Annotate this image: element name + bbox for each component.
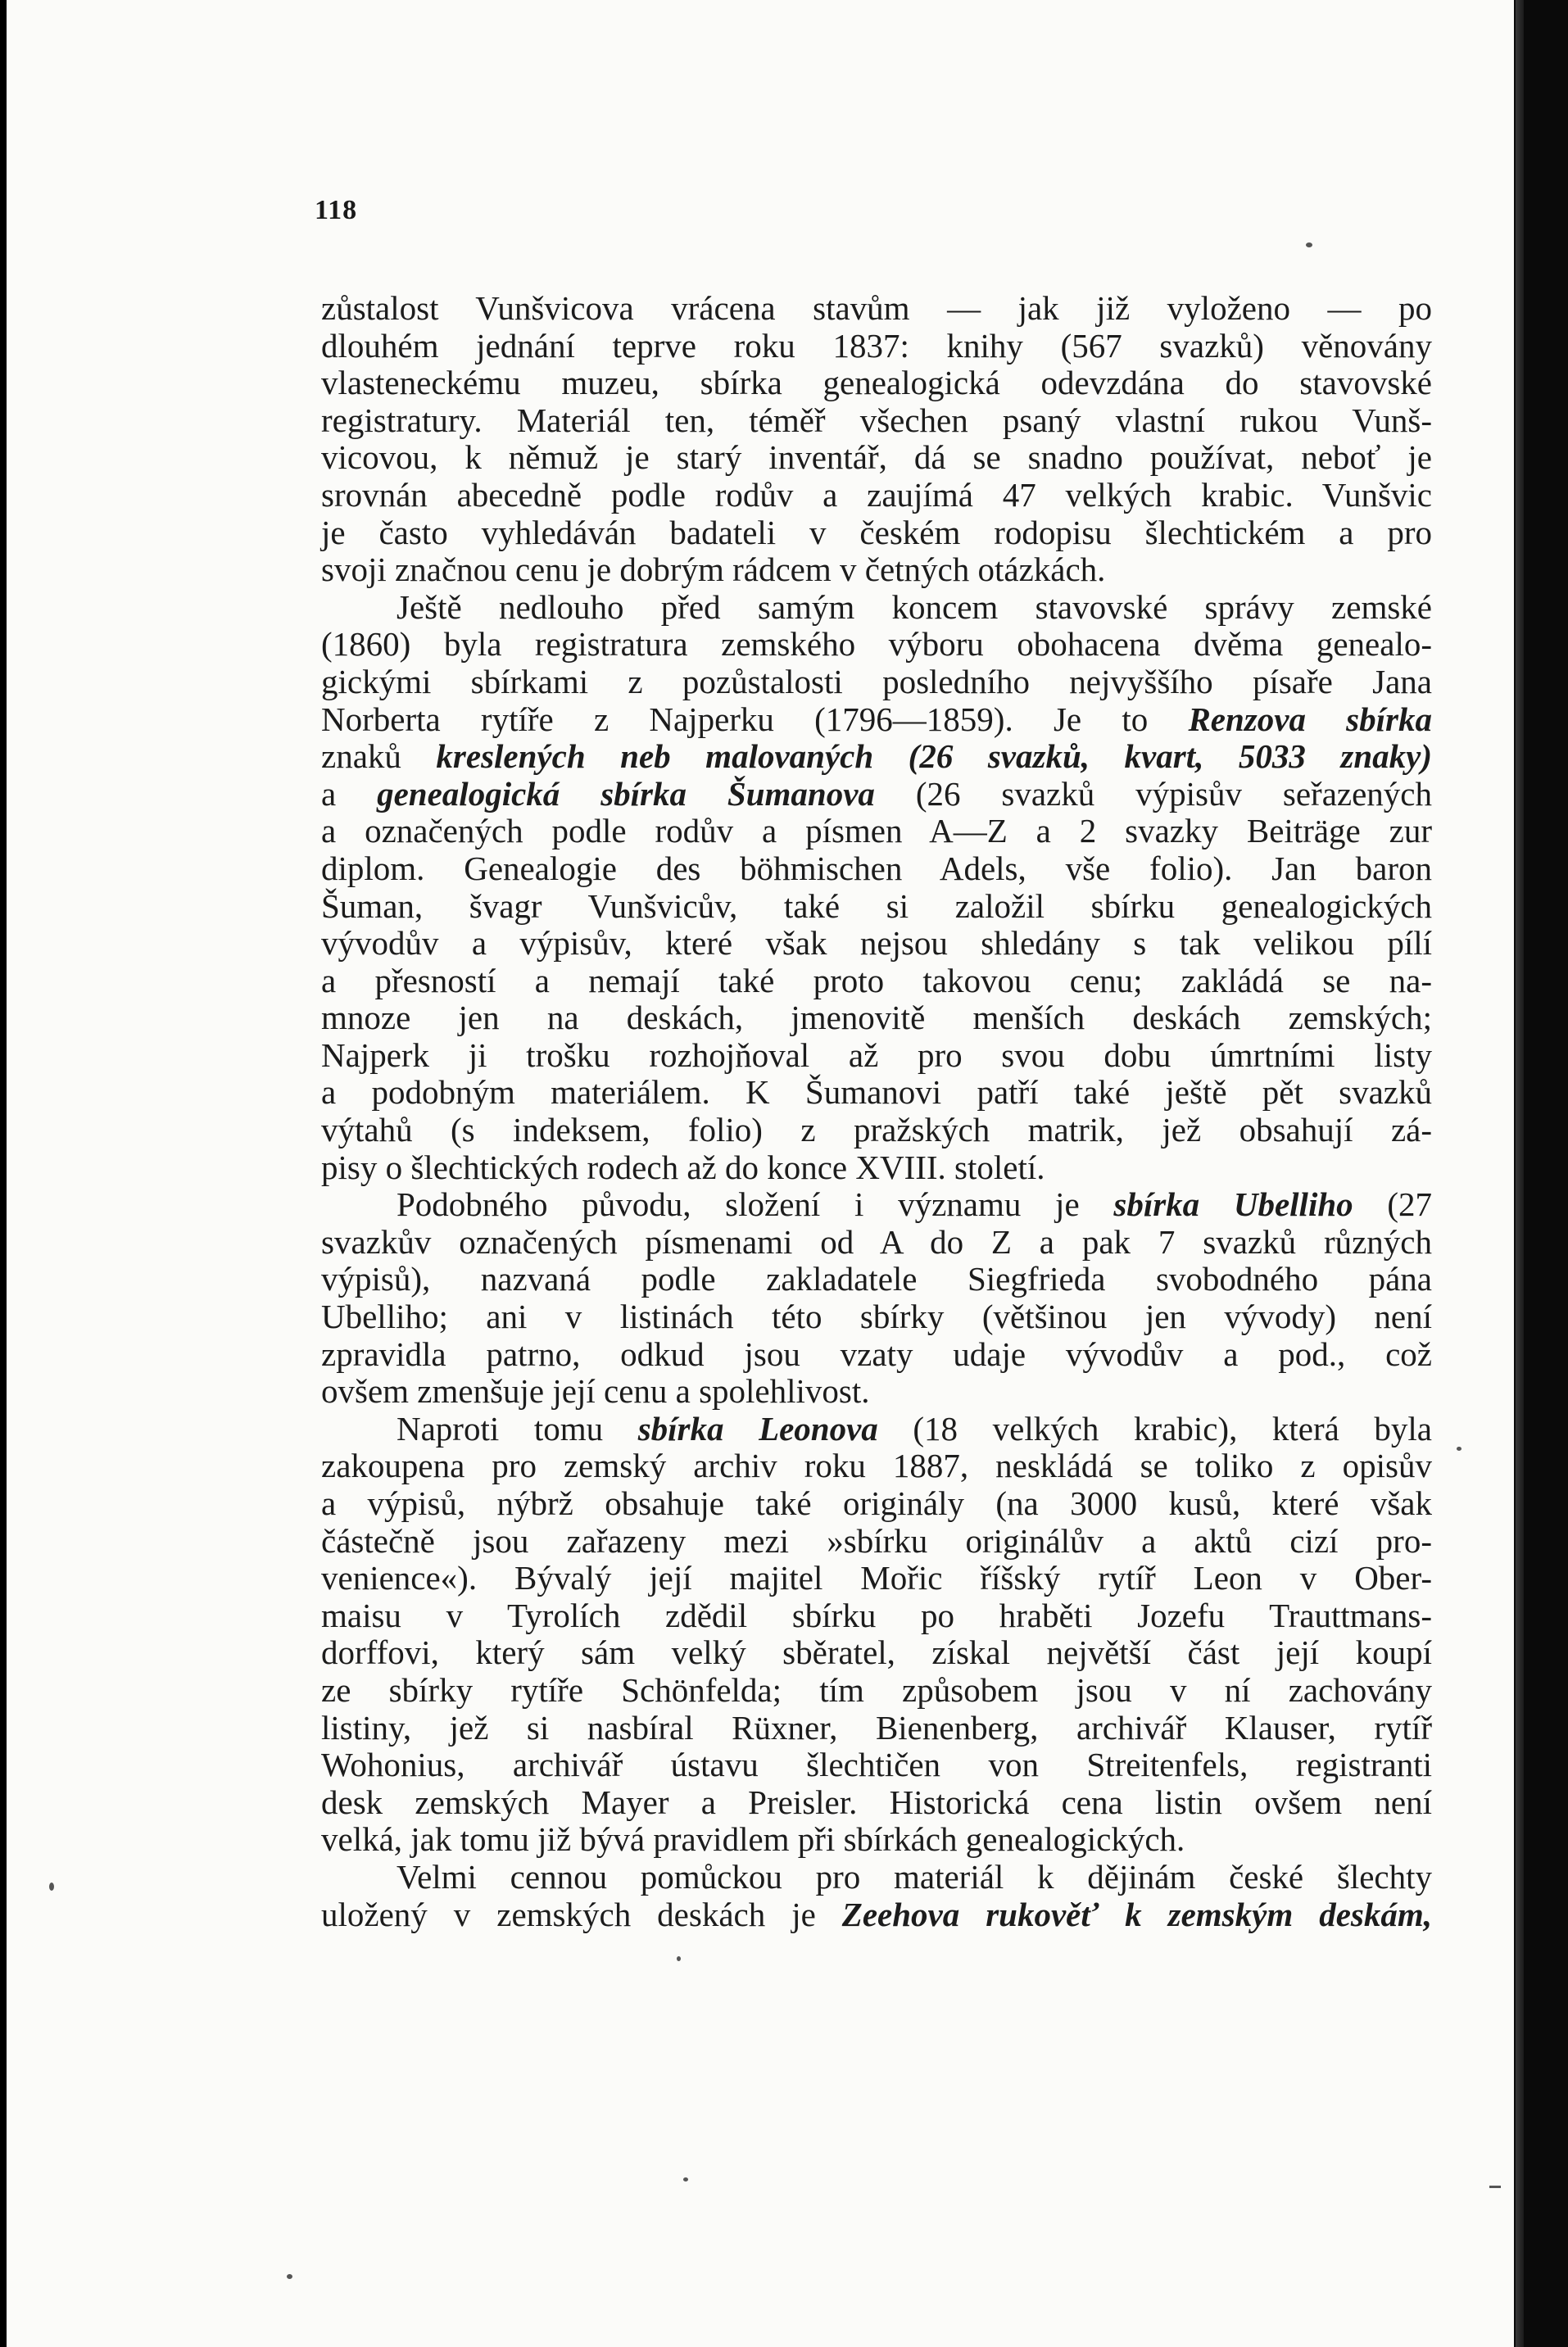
text-line: a genealogická sbírka Šumanova (26 svazků výpisův seřazených (321, 774, 1432, 813)
text-line: desk zemských Mayer a Preisler. Historická cena listin ovšem není (321, 1783, 1432, 1821)
emphasized-title: kreslených neb malovaných (26 svazků, kvart, 5033 znaky) (401, 737, 1432, 776)
emphasized-title: Renzova sbírka (1188, 700, 1432, 738)
text-line: srovnán abecedně podle rodův a zaujímá 47 velkých krabic. Vunšvic (321, 475, 1432, 514)
scan-speck (683, 2177, 688, 2182)
text-line: dlouhém jednání teprve roku 1837: knihy (567 svazků) věnovány (321, 326, 1432, 365)
text-line: svoji značnou cenu je dobrým rádcem v četných otázkách. (321, 551, 1106, 589)
scan-speck (1306, 242, 1312, 247)
text-line: registratury. Materiál ten, téměř všechen psaný vlastní rukou Vunš- (321, 401, 1432, 439)
text-line: vicovou, k němuž je starý inventář, dá se snadno používat, neboť je (321, 438, 1432, 477)
text-line: a označených podle rodův a písmen A—Z a 2 svazky Beiträge zur (321, 812, 1432, 850)
text-line: a podobným materiálem. K Šumanovi patří také ještě pět svazků (321, 1073, 1432, 1112)
text-line: maisu v Tyrolích zdědil sbírku po hraběti Jozefu Trauttmans- (321, 1596, 1432, 1634)
emphasized-title: genealogická sbírka Šumanova (377, 774, 875, 813)
scanned-page (7, 0, 1514, 2347)
text-line: pisy o šlechtických rodech až do konce XVIII. století. (321, 1148, 1045, 1186)
text-line: znaků kreslených neb malovaných (26 svazků, kvart, 5033 znaky) (321, 737, 1432, 776)
text-line: velká, jak tomu již bývá pravidlem při sbírkách genealogických. (321, 1820, 1185, 1859)
emphasized-title: sbírka Ubelliho (1113, 1185, 1353, 1224)
text-line: ze sbírky rytíře Schönfelda; tím způsobem jsou v ní zachovány (321, 1670, 1432, 1709)
scan-speck (1457, 1447, 1462, 1451)
text-line: diplom. Genealogie des böhmischen Adels, vše folio). Jan baron (321, 849, 1432, 887)
text-line: Naproti tomu sbírka Leonova (18 velkých krabic), která byla (397, 1409, 1433, 1448)
scan-speck (287, 2274, 292, 2279)
scan-speck (677, 1956, 681, 1961)
scan-edge-band (1516, 0, 1524, 2347)
text-line: Velmi cennou pomůckou pro materiál k dějinám české šlechty (397, 1857, 1432, 1896)
text-line: svazkův označených písmenami od A do Z a pak 7 svazků různých (321, 1222, 1432, 1261)
text-line: Podobného původu, složení i významu je sbírka Ubelliho (27 (397, 1185, 1433, 1224)
text-line: (1860) byla registratura zemského výboru obohacena dvěma genealo- (321, 625, 1432, 664)
emphasized-title: sbírka Leonova (637, 1409, 878, 1448)
text-line: a výpisů, nýbrž obsahuje také originály (na 3000 kusů, které však (321, 1484, 1432, 1522)
text-line: dorffovi, který sám velký sběratel, získal největší část její koupí (321, 1633, 1432, 1672)
text-line: vývodův a výpisův, které však nejsou shledány s tak velikou pílí (321, 924, 1432, 963)
text-line: Norberta rytíře z Najperku (1796—1859). Je to Renzova sbírka (321, 700, 1432, 738)
text-line: je často vyhledáván badateli v českém rodopisu šlechtickém a pro (321, 513, 1432, 551)
emphasized-title: Zeehova rukověť k zemským deskám, (841, 1895, 1432, 1933)
text-line: Ještě nedlouho před samým koncem stavovské správy zemské (397, 587, 1432, 626)
text-line: mnoze jen na deskách, jmenovitě menších deskách zemských; (321, 999, 1432, 1037)
text-line: vlasteneckému muzeu, sbírka genealogická odevzdána do stavovské (321, 364, 1432, 402)
text-line: částečně jsou zařazeny mezi »sbírku originálův a aktů cizí pro- (321, 1521, 1432, 1560)
text-line: Wohonius, archivář ústavu šlechtičen von Streitenfels, registranti (321, 1746, 1432, 1784)
text-line: Najperk ji trošku rozhojňoval až pro svou dobu úmrtními listy (321, 1035, 1432, 1074)
text-line: uložený v zemských deskách je Zeehova rukověť k zemským deskám, (321, 1895, 1432, 1933)
text-line: zpravidla patrno, odkud jsou vzaty udaje vývodův a pod., což (321, 1334, 1432, 1373)
text-line: a přesností a nemají také proto takovou cenu; zakládá se na- (321, 961, 1432, 999)
text-line: venience«). Bývalý její majitel Mořic říšský rytíř Leon v Ober- (321, 1559, 1432, 1597)
scan-speck (1489, 2186, 1501, 2188)
page-number: 118 (315, 195, 358, 225)
scan-speck (49, 1883, 54, 1891)
text-line: výtahů (s indeksem, folio) z pražských matrik, jež obsahují zá- (321, 1111, 1432, 1149)
text-line: zůstalost Vunšvicova vrácena stavům — jak již vyloženo — po (321, 289, 1432, 327)
text-line: zakoupena pro zemský archiv roku 1887, neskládá se toliko z opisův (321, 1447, 1432, 1485)
body-text (321, 290, 1432, 1933)
text-line: ovšem zmenšuje její cenu a spolehlivost. (321, 1372, 870, 1411)
scan-edge (1514, 0, 1568, 2347)
text-line: Šuman, švagr Vunšvicův, také si založil sbírku genealogických (321, 886, 1432, 925)
text-line: výpisů), nazvaná podle zakladatele Siegfrieda svobodného pána (321, 1260, 1432, 1298)
text-line: Ubelliho; ani v listinách této sbírky (většinou jen vývody) není (321, 1298, 1432, 1336)
text-line: listiny, jež si nasbíral Rüxner, Bienenberg, archivář Klauser, rytíř (321, 1708, 1432, 1747)
text-line: gickými sbírkami z pozůstalosti posledního nejvyššího písaře Jana (321, 662, 1432, 700)
